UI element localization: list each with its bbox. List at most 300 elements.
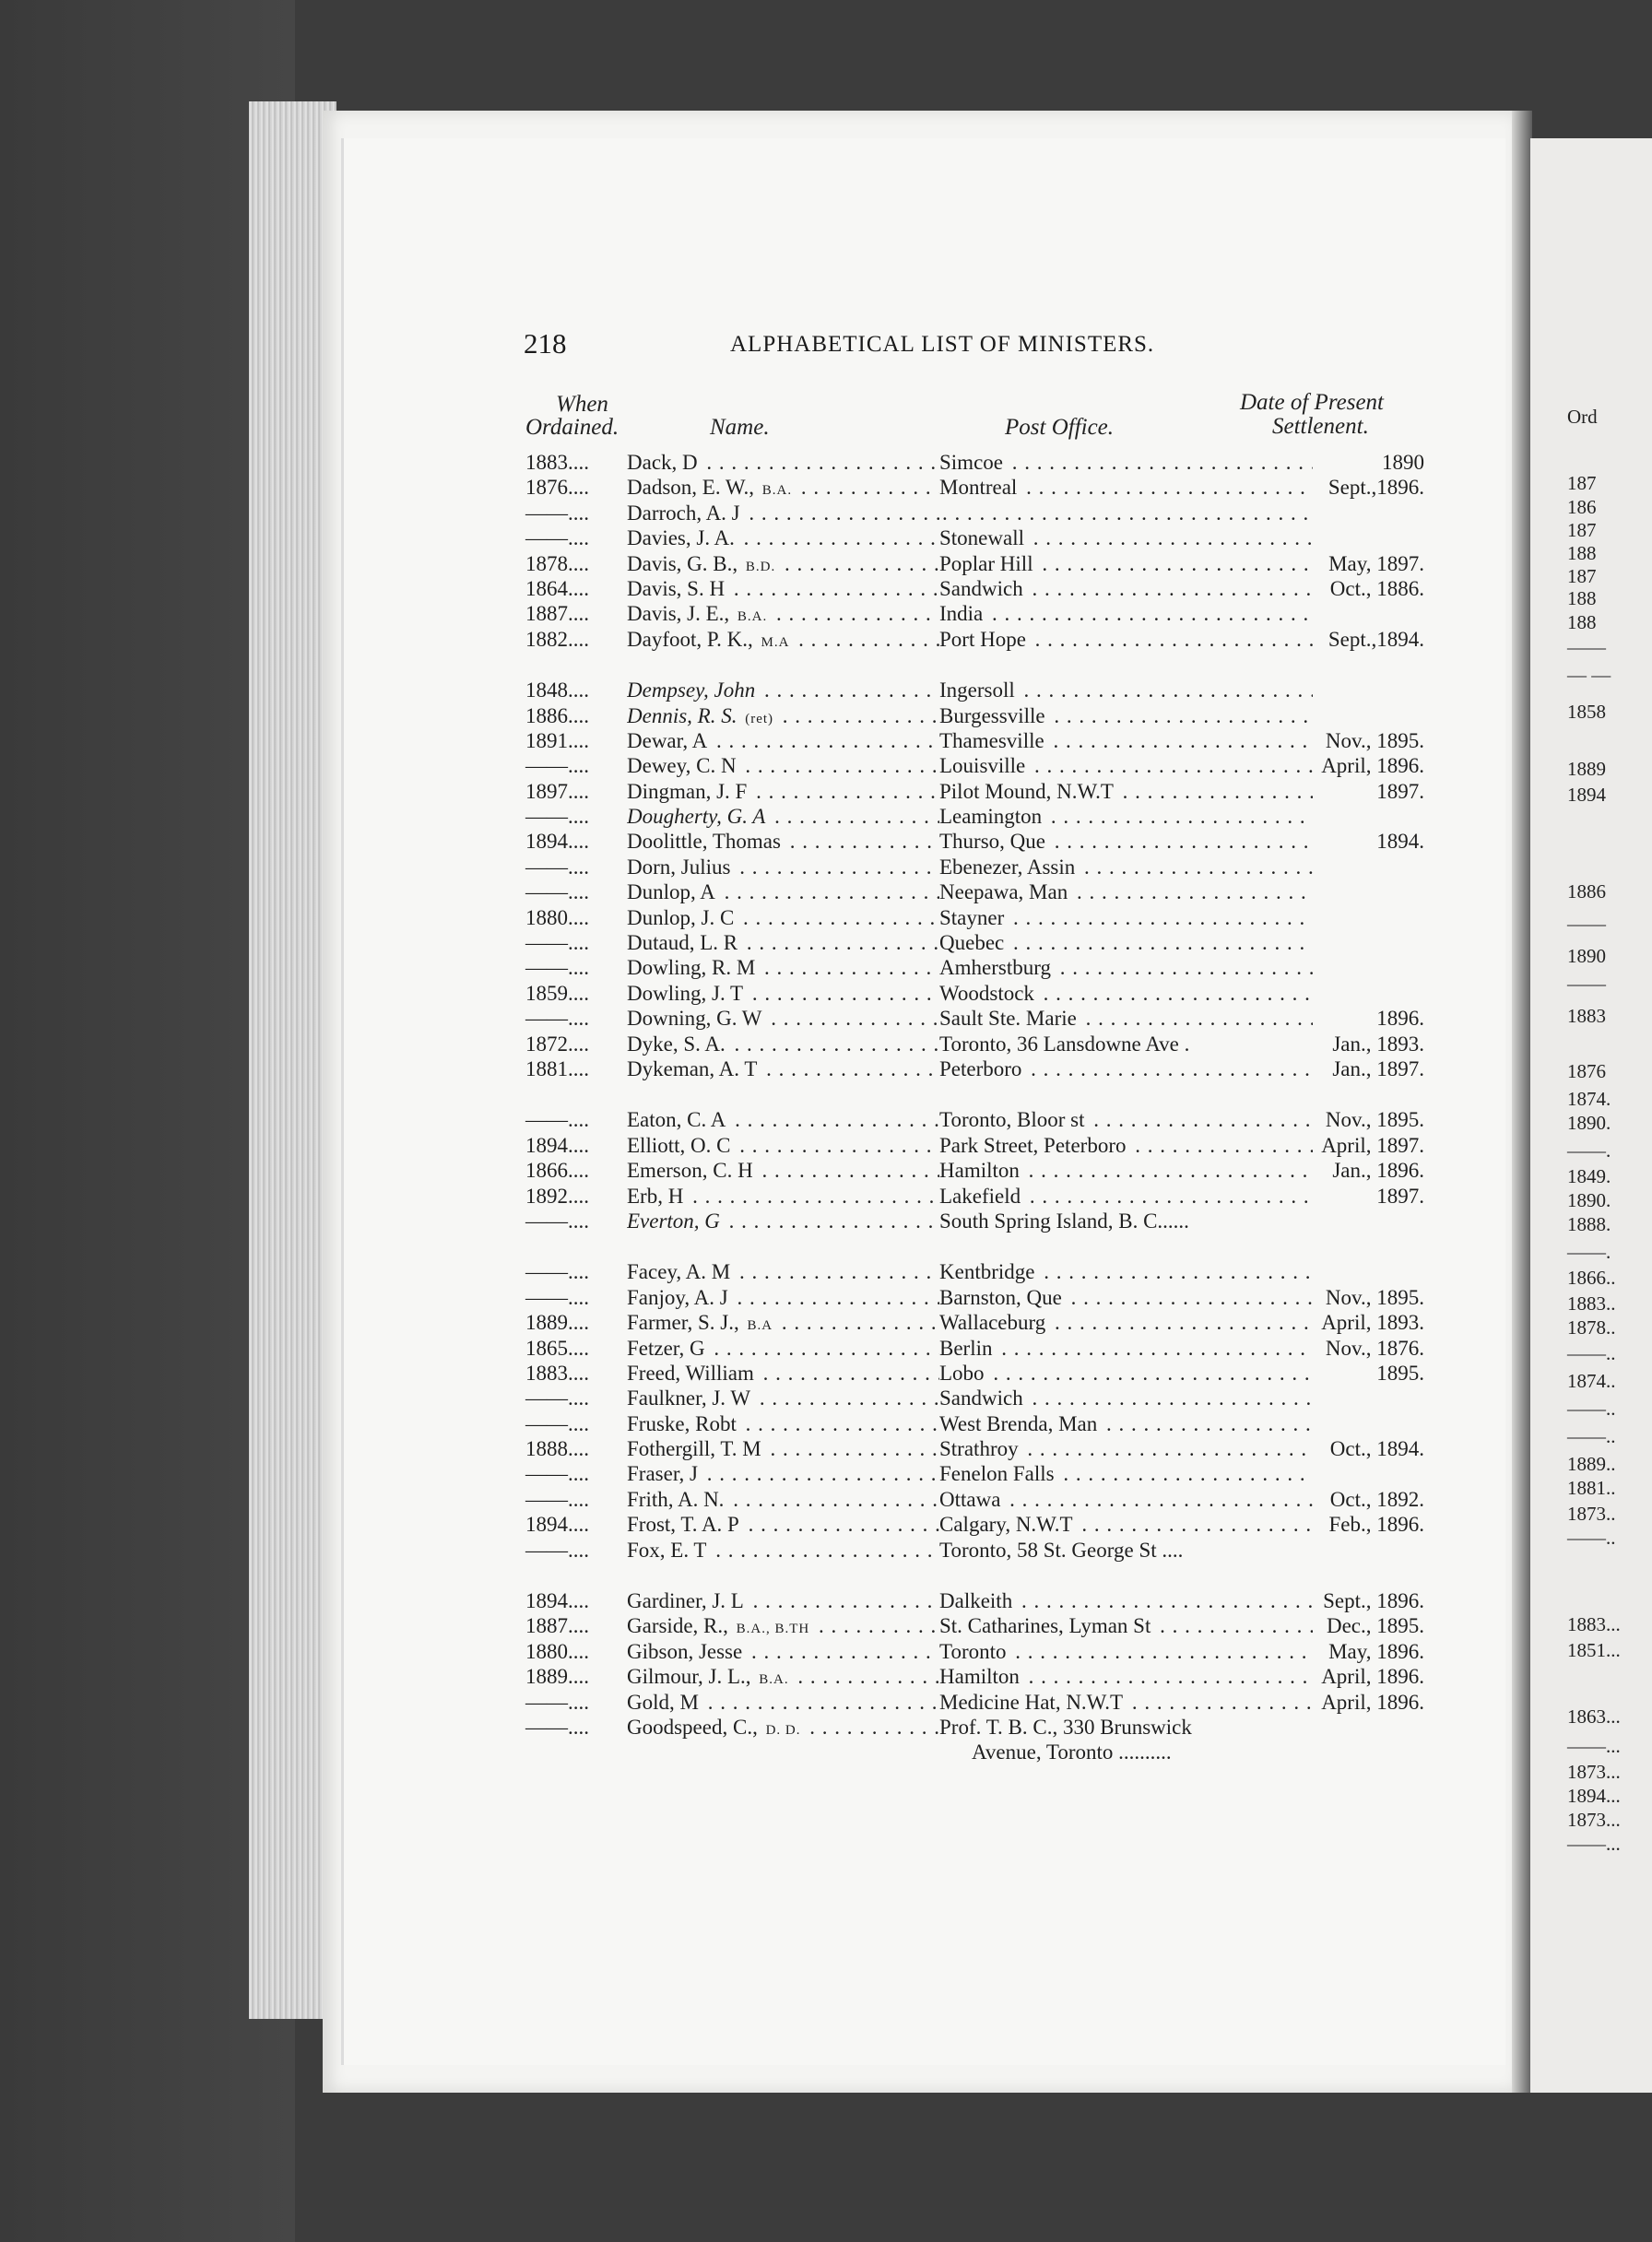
list-item — [525, 1512, 1424, 1537]
post-office — [936, 779, 1313, 804]
settlement-date — [1307, 475, 1427, 500]
list-item — [525, 1259, 1424, 1284]
ordained-year: 1894.... — [525, 1513, 589, 1537]
minister-name-text: Dowling, R. M — [627, 956, 758, 979]
right-page-year: —— — [1567, 636, 1606, 658]
minister-name-text: Davies, J. A. — [627, 526, 738, 549]
col-date-of-present: Date of Present — [1240, 390, 1384, 415]
settlement-date-text — [1424, 704, 1427, 727]
post-office-text: Ebenezer, Assin — [939, 856, 1078, 879]
minister-name — [627, 1184, 940, 1209]
ordained-year: 1892.... — [525, 1184, 589, 1208]
post-office-text: South Spring Island, B. C...... — [939, 1210, 1192, 1233]
right-page-year: 1894... — [1567, 1785, 1621, 1807]
list-item — [525, 829, 1424, 854]
right-page-year: — — — [1567, 664, 1611, 686]
list-item — [525, 1107, 1424, 1132]
post-office — [936, 1664, 1313, 1689]
list-item — [525, 930, 1424, 955]
right-page-year: ——. — [1567, 1241, 1611, 1263]
settlement-date-text: 1896. — [1376, 1007, 1427, 1030]
right-page-year: 187 — [1567, 565, 1597, 587]
post-office — [936, 1133, 1313, 1158]
list-item — [525, 1613, 1424, 1638]
settlement-date-text — [1424, 1386, 1427, 1410]
minister-name — [627, 525, 940, 550]
post-office-text: Hamilton — [939, 1159, 1022, 1182]
post-office-text: Toronto — [939, 1640, 1009, 1663]
minister-name-text: Fruske, Robt — [627, 1412, 739, 1435]
minister-name-text: Gibson, Jesse — [627, 1640, 745, 1663]
section-gap — [525, 652, 1424, 678]
settlement-date — [1307, 1512, 1427, 1537]
minister-name — [627, 1436, 940, 1461]
minister-name — [627, 829, 940, 854]
settlement-date-text — [1424, 678, 1427, 702]
post-office — [936, 450, 1313, 475]
settlement-date — [1307, 1639, 1427, 1664]
list-item — [525, 1436, 1424, 1461]
settlement-date-text: May, 1897. — [1328, 552, 1427, 575]
settlement-date — [1307, 879, 1427, 904]
settlement-date-text — [1424, 906, 1427, 929]
degree: B.A — [748, 1318, 776, 1333]
settlement-date — [1307, 576, 1427, 601]
minister-name-text: Fraser, J — [627, 1462, 701, 1485]
post-office — [936, 1259, 1313, 1284]
list-item — [525, 855, 1424, 879]
settlement-date — [1307, 1310, 1427, 1335]
minister-name — [627, 1461, 940, 1486]
ordained-year: ——.... — [525, 1260, 589, 1284]
list-item — [525, 1690, 1424, 1715]
post-office — [936, 1285, 1313, 1310]
minister-name — [627, 1690, 940, 1715]
minister-name-text: Dorn, Julius — [627, 856, 733, 879]
page-number: 218 — [524, 327, 567, 360]
post-office-text: Berlin — [939, 1337, 996, 1360]
settlement-date-text: Nov., 1895. — [1326, 729, 1427, 752]
post-office-text: Louisville — [939, 754, 1028, 777]
right-page-year: Ord — [1567, 406, 1598, 428]
post-office — [936, 1690, 1313, 1715]
post-office — [936, 1386, 1313, 1410]
settlement-date — [1307, 728, 1427, 753]
ordained-year: 1859.... — [525, 981, 589, 1005]
ordained-year: ——.... — [525, 1209, 589, 1233]
ordained-year: 1894.... — [525, 1133, 589, 1157]
post-office-text: Pilot Mound, N.W.T — [939, 780, 1116, 803]
ordained-year: 1886.... — [525, 703, 589, 727]
degree: (ret) — [745, 712, 776, 726]
minister-name — [627, 1386, 940, 1410]
ordained-year: 1880.... — [525, 905, 589, 929]
minister-name-text: Doolittle, Thomas — [627, 830, 784, 853]
degree: B.A. — [759, 1672, 791, 1687]
post-office — [936, 829, 1313, 854]
list-item — [525, 525, 1424, 550]
post-office-text — [939, 502, 942, 525]
minister-name-text: Darroch, A. J — [627, 502, 743, 525]
post-office — [936, 955, 1313, 980]
minister-name-text: Gilmour, J. L., — [627, 1665, 759, 1688]
post-office — [936, 703, 1313, 728]
list-item — [525, 1285, 1424, 1310]
post-office — [936, 678, 1313, 702]
right-page-year: —— — [1567, 973, 1606, 995]
running-title: ALPHABETICAL LIST OF MINISTERS. — [730, 332, 1155, 357]
post-office-text: Wallaceburg — [939, 1311, 1048, 1334]
list-item — [525, 1715, 1424, 1740]
list-item — [525, 450, 1424, 475]
settlement-date — [1307, 829, 1427, 854]
ordained-year: ——.... — [525, 1538, 589, 1562]
ordained-year: 1864.... — [525, 576, 589, 600]
post-office — [936, 475, 1313, 500]
minister-name — [627, 753, 940, 778]
right-page-year: 1874. — [1567, 1088, 1611, 1110]
list-item — [525, 1184, 1424, 1209]
post-office-text: Stonewall — [939, 526, 1027, 549]
settlement-date — [1307, 1056, 1427, 1081]
settlement-date — [1307, 779, 1427, 804]
minister-name-text: Davis, G. B., — [627, 552, 746, 575]
list-item — [525, 804, 1424, 829]
minister-list — [525, 450, 1424, 1765]
page-header — [524, 327, 1420, 359]
ordained-year: ——.... — [525, 956, 589, 980]
settlement-date-text: May, 1896. — [1328, 1640, 1427, 1663]
right-page-year: ——... — [1567, 1833, 1621, 1855]
ordained-year: 1872.... — [525, 1032, 589, 1056]
ordained-year: ——.... — [525, 1007, 589, 1031]
settlement-date-text: April, 1897. — [1321, 1134, 1427, 1157]
settlement-date — [1307, 855, 1427, 879]
post-office — [936, 1310, 1313, 1335]
minister-name — [627, 1512, 940, 1537]
right-page-year: 188 — [1567, 587, 1597, 609]
settlement-date — [1307, 525, 1427, 550]
minister-name — [627, 1133, 940, 1158]
post-office-text: Quebec — [939, 931, 1007, 954]
settlement-date — [1307, 1715, 1427, 1740]
minister-name — [627, 879, 940, 904]
settlement-date-text — [1424, 805, 1427, 828]
post-office-text: Strathroy — [939, 1437, 1021, 1460]
settlement-date-text — [1424, 1740, 1427, 1764]
right-page-year: 1873... — [1567, 1761, 1621, 1783]
list-item — [525, 475, 1424, 500]
minister-name — [627, 1487, 940, 1512]
post-office-text: Toronto, Bloor st — [939, 1108, 1087, 1131]
post-office — [936, 1336, 1313, 1361]
minister-name — [627, 1411, 940, 1436]
post-office — [936, 1361, 1313, 1386]
minister-name — [627, 1032, 940, 1056]
minister-name-text: Davis, J. E., — [627, 602, 738, 625]
settlement-date-text: 1895. — [1376, 1362, 1427, 1385]
settlement-date-text — [1424, 526, 1427, 549]
settlement-date-text — [1424, 1716, 1427, 1739]
post-office — [936, 1538, 1313, 1563]
post-office — [936, 1613, 1313, 1638]
right-page-year: 1863... — [1567, 1705, 1621, 1728]
ordained-year: ——.... — [525, 805, 589, 829]
settlement-date — [1307, 1588, 1427, 1613]
ordained-year: ——.... — [525, 501, 589, 525]
post-office — [936, 501, 1313, 525]
settlement-date-text: April, 1896. — [1321, 1691, 1427, 1714]
list-item — [525, 1361, 1424, 1386]
list-item — [525, 1006, 1424, 1031]
list-item — [525, 779, 1424, 804]
settlement-date — [1307, 1740, 1427, 1764]
settlement-date-text: April, 1893. — [1321, 1311, 1427, 1334]
minister-name — [627, 1336, 940, 1361]
right-page-year: ——.. — [1567, 1425, 1616, 1447]
list-item — [525, 879, 1424, 904]
col-name: Name. — [710, 415, 770, 440]
minister-name-text: Frith, A. N. — [627, 1488, 726, 1511]
ordained-year: 1883.... — [525, 451, 589, 474]
minister-name-text: Fetzer, G — [627, 1337, 708, 1360]
post-office-text: Prof. T. B. C., 330 Brunswick — [939, 1716, 1195, 1739]
settlement-date — [1307, 551, 1427, 576]
minister-name — [627, 804, 940, 829]
settlement-date — [1307, 501, 1427, 525]
post-office-text: Montreal — [939, 476, 1020, 499]
degree: B.A. — [762, 483, 795, 498]
settlement-date — [1307, 1411, 1427, 1436]
col-settlement: Settlenent. — [1272, 414, 1369, 439]
ordained-year: 1894.... — [525, 830, 589, 854]
post-office-text: Dalkeith — [939, 1589, 1015, 1612]
settlement-date — [1307, 1461, 1427, 1486]
minister-name — [627, 1259, 940, 1284]
post-office — [936, 1461, 1313, 1486]
minister-name-text: Farmer, S. J., — [627, 1311, 748, 1334]
minister-name — [627, 678, 940, 702]
minister-name — [627, 728, 940, 753]
right-page-year: 1881.. — [1567, 1477, 1616, 1499]
list-item — [525, 1158, 1424, 1183]
list-item — [525, 1386, 1424, 1410]
list-item — [525, 551, 1424, 576]
settlement-date — [1307, 1538, 1427, 1563]
ordained-year: ——.... — [525, 1690, 589, 1714]
ordained-year: 1889.... — [525, 1665, 589, 1689]
minister-name — [627, 905, 940, 930]
minister-name-text: Emerson, C. H — [627, 1159, 756, 1182]
ordained-year: 1848.... — [525, 678, 589, 702]
post-office — [936, 1032, 1313, 1056]
ordained-year: ——.... — [525, 855, 589, 879]
post-office — [936, 1184, 1313, 1209]
settlement-date-text: Oct., 1886. — [1330, 577, 1427, 600]
list-item — [525, 981, 1424, 1006]
ordained-year: ——.... — [525, 754, 589, 778]
settlement-date — [1307, 1032, 1427, 1056]
minister-name — [627, 1006, 940, 1031]
post-office-text: Medicine Hat, N.W.T — [939, 1691, 1126, 1714]
settlement-date — [1307, 1361, 1427, 1386]
post-office-text: Leamington — [939, 805, 1044, 828]
settlement-date — [1307, 627, 1427, 652]
minister-name — [627, 1361, 940, 1386]
post-office-text: Burgessville — [939, 704, 1048, 727]
right-page-year: 1894 — [1567, 784, 1606, 806]
post-office — [936, 905, 1313, 930]
minister-name-text: Fanjoy, A. J — [627, 1286, 731, 1309]
settlement-date — [1307, 1133, 1427, 1158]
post-office-text: Thurso, Que — [939, 830, 1048, 853]
minister-name-text: Freed, William — [627, 1362, 757, 1385]
post-office — [936, 1056, 1313, 1081]
list-item — [525, 678, 1424, 702]
settlement-date — [1307, 450, 1427, 475]
post-office-text: India — [939, 602, 985, 625]
post-office — [936, 1158, 1313, 1183]
ordained-year: 1882.... — [525, 627, 589, 651]
settlement-date — [1307, 601, 1427, 626]
degree: B.A. — [738, 609, 770, 624]
post-office-text: Ottawa — [939, 1488, 1003, 1511]
settlement-date — [1307, 678, 1427, 702]
post-office-text: Kentbridge — [939, 1260, 1037, 1283]
minister-name — [627, 981, 940, 1006]
minister-name-text: Dougherty, G. A — [627, 805, 768, 828]
minister-name-text: Dempsey, John — [627, 678, 758, 702]
col-when: When — [556, 392, 608, 417]
settlement-date-text: Nov., 1895. — [1326, 1286, 1427, 1309]
settlement-date-text: 1890 — [1382, 451, 1427, 474]
minister-name-text: Dyke, S. A. — [627, 1032, 728, 1056]
ordained-year: 1888.... — [525, 1437, 589, 1461]
minister-name-text: Dowling, J. T — [627, 982, 746, 1005]
degree: M.A — [761, 635, 792, 650]
settlement-date — [1307, 905, 1427, 930]
right-page-year: 1851... — [1567, 1639, 1621, 1661]
settlement-date-text — [1424, 1462, 1427, 1485]
settlement-date-text: April, 1896. — [1321, 1665, 1427, 1688]
list-item — [525, 1639, 1424, 1664]
minister-name-text: Everton, G — [627, 1210, 723, 1233]
right-page-year: 1886 — [1567, 880, 1606, 903]
post-office-text: Sandwich — [939, 577, 1026, 600]
ordained-year: 1881.... — [525, 1056, 589, 1080]
settlement-date — [1307, 1158, 1427, 1183]
settlement-date-text: Dec., 1895. — [1327, 1614, 1427, 1637]
post-office-text: Fenelon Falls — [939, 1462, 1057, 1485]
settlement-date — [1307, 703, 1427, 728]
list-item — [525, 1588, 1424, 1613]
ordained-year: ——.... — [525, 931, 589, 955]
right-page-year: 188 — [1567, 611, 1597, 633]
list-item — [525, 1032, 1424, 1056]
post-office-text: Barnston, Que — [939, 1286, 1065, 1309]
right-page-year: ——.. — [1567, 1398, 1616, 1420]
list-item — [525, 1538, 1424, 1563]
right-page-year: 1889 — [1567, 758, 1606, 780]
right-page-year: 1873.. — [1567, 1503, 1616, 1525]
minister-name — [627, 1538, 940, 1563]
right-page-year: ——.. — [1567, 1342, 1616, 1364]
ordained-year: 1876.... — [525, 476, 589, 500]
minister-name-text: Dutaud, L. R — [627, 931, 740, 954]
post-office — [936, 804, 1313, 829]
list-item — [525, 703, 1424, 728]
list-item — [525, 1133, 1424, 1158]
col-ordained: Ordained. — [525, 415, 620, 440]
post-office — [936, 1715, 1313, 1740]
settlement-date-text — [1424, 982, 1427, 1005]
minister-name — [627, 1107, 940, 1132]
minister-name-text: Dack, D — [627, 451, 701, 474]
settlement-date-text: Jan., 1893. — [1332, 1032, 1427, 1056]
post-office — [936, 1588, 1313, 1613]
settlement-date-text — [1424, 1210, 1427, 1233]
settlement-date — [1307, 955, 1427, 980]
minister-name — [627, 450, 940, 475]
minister-name — [627, 955, 940, 980]
post-office-text: Toronto, 36 Lansdowne Ave . — [939, 1032, 1192, 1056]
right-page-year: —— — [1567, 913, 1606, 935]
list-item — [525, 1664, 1424, 1689]
minister-name-text: Dayfoot, P. K., — [627, 628, 761, 651]
ordained-year: ——.... — [525, 1487, 589, 1511]
settlement-date-text: Sept.,1894. — [1328, 628, 1427, 651]
post-office — [936, 601, 1313, 626]
post-office-text: Sandwich — [939, 1386, 1026, 1410]
right-page-year: 1878.. — [1567, 1316, 1616, 1339]
list-item — [525, 1411, 1424, 1436]
settlement-date — [1307, 1107, 1427, 1132]
post-office-text: West Brenda, Man — [939, 1412, 1100, 1435]
right-page-year: 187 — [1567, 519, 1597, 541]
degree: B.A., B.TH — [737, 1622, 813, 1636]
minister-name-text: Fox, E. T — [627, 1539, 709, 1562]
col-post-office: Post Office. — [1005, 415, 1115, 440]
list-item — [525, 955, 1424, 980]
minister-name — [627, 1056, 940, 1081]
right-page-year: 1873... — [1567, 1809, 1621, 1831]
settlement-date — [1307, 1184, 1427, 1209]
ordained-year: 1887.... — [525, 602, 589, 626]
minister-name-text: Gold, M — [627, 1691, 702, 1714]
post-office-text: Neepawa, Man — [939, 880, 1070, 903]
post-office — [936, 1639, 1313, 1664]
book-gutter — [1512, 111, 1532, 2093]
minister-name-text: Downing, G. W — [627, 1007, 765, 1030]
right-page-year: 186 — [1567, 496, 1597, 518]
ordained-year: 1878.... — [525, 551, 589, 575]
minister-name — [627, 501, 940, 525]
ordained-year: 1897.... — [525, 779, 589, 803]
section-gap — [525, 1233, 1424, 1259]
post-office-text: Avenue, Toronto .......... — [972, 1740, 1174, 1764]
list-item — [525, 1740, 1424, 1764]
section-gap — [525, 1563, 1424, 1588]
ordained-year: ——.... — [525, 1108, 589, 1132]
post-office-text: Hamilton — [939, 1665, 1022, 1688]
settlement-date — [1307, 804, 1427, 829]
settlement-date-text: Nov., 1895. — [1326, 1108, 1427, 1131]
post-office-text: Woodstock — [939, 982, 1037, 1005]
minister-name — [627, 576, 940, 601]
degree: B.D. — [746, 560, 778, 574]
ordained-year: 1883.... — [525, 1361, 589, 1385]
settlement-date-text: 1894. — [1376, 830, 1427, 853]
